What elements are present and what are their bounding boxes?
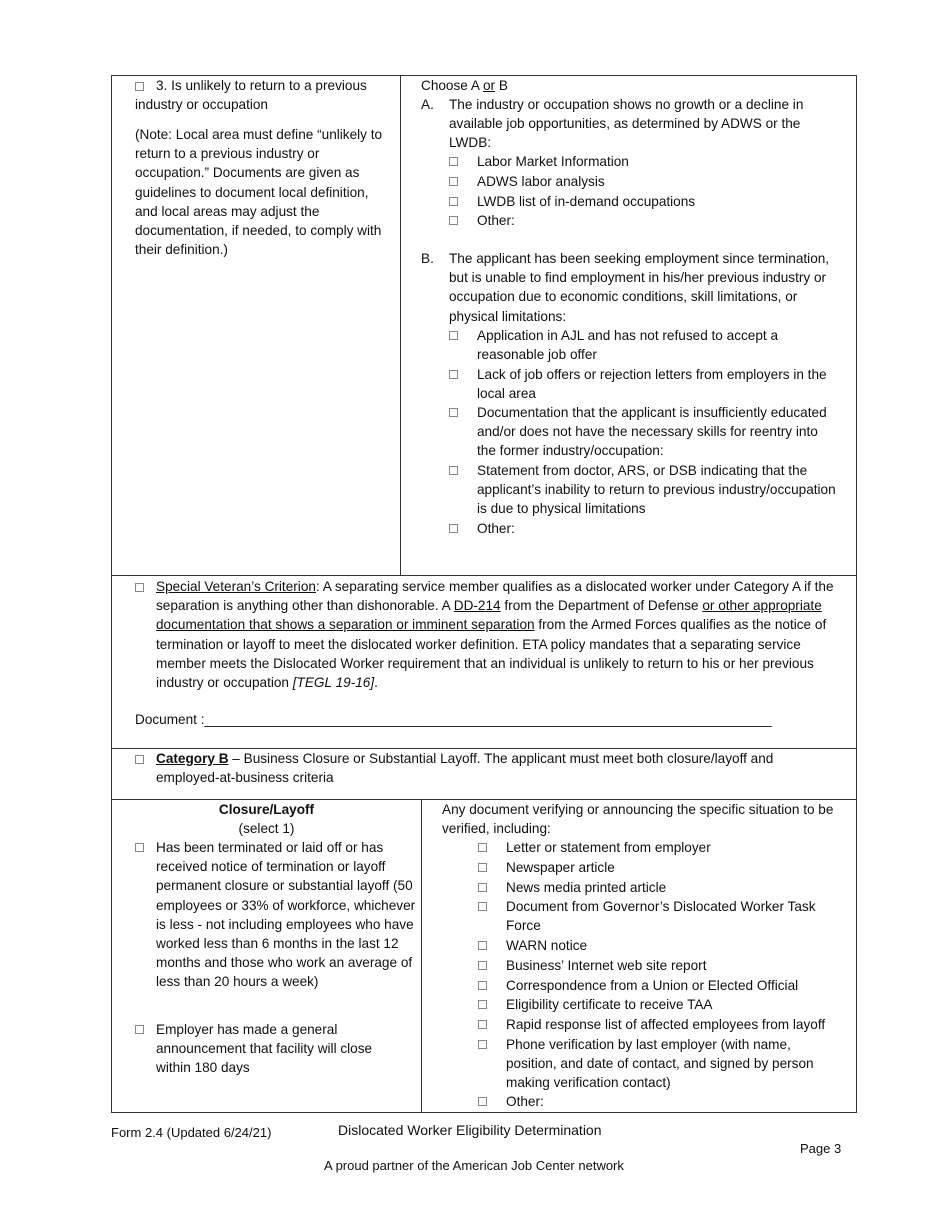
verify-checkbox-7[interactable]: [478, 1000, 487, 1009]
category-b-paragraph: [156, 749, 816, 787]
verify-item: News media printed article: [506, 880, 667, 895]
choose-a-or-b: [421, 76, 508, 95]
veteran-text: from the Armed Forces qualifies as the notice of termination or layoff to meet the dislocated worker definition. ETA policy mandates that a separating service member meets the Dislocated Worker requirement that an individual is unlikely to return to his or her previous industry or occupation: [156, 617, 827, 691]
closure-subheading: (select 1): [238, 821, 295, 836]
choose-prefix: Choose A: [421, 78, 483, 93]
verify-intro: Any document verifying or announcing the specific situation to be verified, including:: [442, 802, 834, 837]
checkbox-a-3[interactable]: [449, 216, 458, 225]
veteran-text: : A separating service member qualifies as a dislocated worker under Category A if the separation is anything other than dishonorable. A: [156, 579, 834, 614]
tegl-reference: [TEGL 19-16]: [292, 675, 375, 691]
page-number: 3: [833, 1141, 842, 1156]
option-b-text: The applicant has been seeking employment since termination, but is unable to find employment in his/her previous industry or occupation due to economic conditions, skill limitations, or physical limitations:: [449, 251, 830, 324]
verify-checkbox-9[interactable]: [478, 1040, 487, 1049]
category-b-checkbox[interactable]: [135, 755, 144, 764]
form-number: Form 2.4 (Updated 6/24/21): [111, 1125, 272, 1140]
option-a-text: The industry or occupation shows no growth or a decline in available job opportunities, as determined by ADWS or the LWDB:: [449, 97, 804, 151]
verify-checkbox-6[interactable]: [478, 981, 487, 990]
option-a-item: LWDB list of in-demand occupations: [477, 194, 696, 209]
verify-item: Rapid response list of affected employees from layoff: [506, 1017, 826, 1032]
category-b-text: – Business Closure or Substantial Layoff. The applicant must meet both closure/layoff and employed-at-business criteria: [156, 751, 774, 786]
verify-item: Other:: [506, 1094, 544, 1109]
checkbox-b-2[interactable]: [449, 408, 458, 417]
closure-checkbox-1[interactable]: [135, 843, 144, 852]
veteran-text: from the Department of Defense: [500, 598, 703, 614]
verify-item: Correspondence from a Union or Elected Official: [506, 978, 799, 993]
veteran-text: .: [374, 675, 378, 691]
top-table-divider: [400, 75, 401, 576]
checkbox-b-4[interactable]: [449, 524, 458, 533]
option-a-item: Labor Market Information: [477, 154, 629, 169]
verify-item: Business’ Internet web site report: [506, 958, 707, 973]
closure-item-1: Has been terminated or laid off or has received notice of termination or layoff permanent closure or substantial layoff (50 employees or 33% of workforce, whichever is less - not including employees who have worked less than 6 months in the last 12 months and those who work an average of less than 20 hours a week): [156, 840, 416, 990]
option-b-item: Other:: [477, 521, 515, 536]
veteran-paragraph: [156, 577, 846, 692]
closure-table-divider: [421, 799, 422, 1113]
option-b-item: Lack of job offers or rejection letters from employers in the local area: [477, 367, 827, 402]
option-b-letter: B.: [421, 251, 434, 266]
page-indicator: [800, 1139, 841, 1158]
option-a-item: Other:: [477, 213, 515, 228]
page-label: Page: [800, 1141, 834, 1156]
verify-item: Letter or statement from employer: [506, 840, 711, 855]
verify-item: Newspaper article: [506, 860, 615, 875]
verify-item: Phone verification by last employer (with name, position, and date of contact, and signed by person making verification contact): [506, 1037, 814, 1091]
checkbox-a-2[interactable]: [449, 197, 458, 206]
verify-checkbox-2[interactable]: [478, 883, 487, 892]
checkbox-a-0[interactable]: [449, 157, 458, 166]
option-b-item: Statement from doctor, ARS, or DSB indicating that the applicant’s inability to return to previous industry/occupation is due to physical limitations: [477, 463, 836, 517]
verify-item: WARN notice: [506, 938, 588, 953]
verify-item: Eligibility certificate to receive TAA: [506, 997, 713, 1012]
verify-checkbox-5[interactable]: [478, 961, 487, 970]
veteran-title: Special Veteran’s Criterion: [156, 579, 316, 594]
option-b-item: Application in AJL and has not refused to accept a reasonable job offer: [477, 328, 779, 363]
choose-or: or: [482, 78, 496, 93]
option-a-item: ADWS labor analysis: [477, 174, 605, 189]
document-field[interactable]: Document :___________________________________________________________________________: [135, 712, 772, 727]
partner-tagline: A proud partner of the American Job Center network: [324, 1158, 624, 1173]
verify-checkbox-1[interactable]: [478, 863, 487, 872]
verify-checkbox-3[interactable]: [478, 902, 487, 911]
checkbox-b-3[interactable]: [449, 466, 458, 475]
option-b-item: Documentation that the applicant is insufficiently educated and/or does not have the necessary skills for reentry into the former industry/occupation:: [477, 405, 827, 459]
local-definition-note: (Note: Local area must define “unlikely to return to a previous industry or occupation.” Documents are given as guidelines to document local definition, and local areas may adjust the documentation, if needed, to comply with their definition.): [135, 127, 383, 258]
choose-suffix: B: [495, 78, 508, 93]
verify-checkbox-4[interactable]: [478, 941, 487, 950]
verify-checkbox-0[interactable]: [478, 843, 487, 852]
checkbox-a-1[interactable]: [449, 177, 458, 186]
dd214-text: DD-214: [453, 598, 501, 614]
verify-item: Document from Governor’s Dislocated Worker Task Force: [506, 899, 816, 934]
category-b-title: Category B: [156, 751, 229, 766]
veteran-checkbox[interactable]: [135, 583, 144, 592]
verify-checkbox-10[interactable]: [478, 1097, 487, 1106]
closure-heading: Closure/Layoff: [218, 802, 315, 817]
option-a-letter: A.: [421, 97, 434, 112]
closure-checkbox-2[interactable]: [135, 1025, 144, 1034]
unlikely-return-label: 3. Is unlikely to return to a previous industry or occupation: [135, 78, 367, 113]
checkbox-b-1[interactable]: [449, 370, 458, 379]
footer-title: Dislocated Worker Eligibility Determination: [338, 1122, 602, 1138]
verify-checkbox-8[interactable]: [478, 1020, 487, 1029]
other-documentation-text: or other appropriate documentation that shows a separation or imminent separation: [156, 598, 822, 633]
checkbox-b-0[interactable]: [449, 331, 458, 340]
closure-item-2: Employer has made a general announcement that facility will close within 180 days: [156, 1022, 373, 1076]
